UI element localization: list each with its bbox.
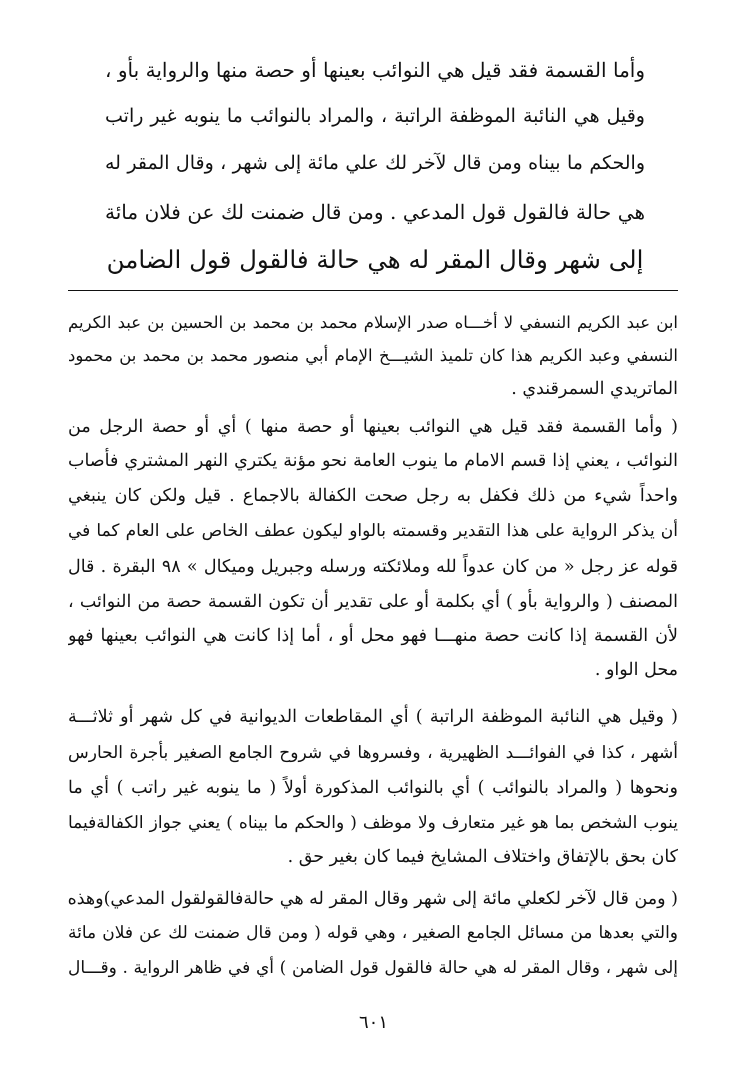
commentary-line: ينوب الشخص بما هو غير متعارف ولا موظف ( والحكم ما بيناه ) يعني جواز الكفالةفيما [68,813,678,833]
commentary-line: محل الواو . [594,660,678,680]
main-text-line: وأما القسمة فقد قيل هي النوائب بعينها أو حصة منها والرواية بأو ، [105,58,645,82]
commentary-line: ( ومن قال لآخر لكعلي مائة إلى شهر وقال المقر له هي حالةفالقولقول المدعي)وهذه [68,889,678,909]
commentary-line: ( وقيل هي النائبة الموظفة الراتبة ) أي المقاطعات الديوانية في كل شهر أو ثلاثـــة [68,707,678,727]
separator-rule [68,290,678,291]
main-text-line: والحكم ما بيناه ومن قال لآخر لك علي مائة إلى شهر ، وقال المقر له [105,152,645,174]
commentary-line: أشهر ، كذا في الفوائـــد الظهيرية ، وفسروها في شروح الجامع الصغير بأجرة الحارس [68,743,678,763]
commentary-line: قوله عز رجل « من كان عدواً لله وملائكته ورسله وجبريل وميكال » ٩٨ البقرة . قال [68,557,678,577]
commentary-line: لأن القسمة إذا كانت حصة منهـــا فهو محل أو ، أما إذا كانت هي النوائب بعينها فهو [68,626,678,646]
main-text-line: هي حالة فالقول قول المدعي . ومن قال ضمنت لك عن فلان مائة [105,200,645,224]
commentary-line: النسفي وعبد الكريم هذا كان تلميذ الشيـــخ الإمام أبي منصور محمد بن محمد بن محمود [68,346,678,365]
main-text-line: إلى شهر وقال المقر له هي حالة فالقول قول الضامن [106,245,644,274]
page-number: ٦٠١ [358,1012,388,1033]
commentary-line: الماتريدي السمرقندي . [511,379,678,399]
commentary-line: ونحوها ( والمراد بالنوائب ) أي بالنوائب المذكورة أولاً ( ما ينوبه غير راتب ) أي ما [68,778,678,798]
commentary-line: ابن عبد الكريم النسفي لا أخـــاه صدر الإسلام محمد بن محمد بن الحسين بن عبد الكريم [68,313,678,332]
commentary-line: ( وأما القسمة فقد قيل هي النوائب بعينها أو حصة منها ) أي أو حصة الرجل من [68,417,678,437]
commentary-line: المصنف ( والرواية بأو ) أي بكلمة أو على تقدير أن تكون القسمة حصة من النوائب ، [68,592,678,612]
commentary-line: والتي بعدها من مسائل الجامع الصغير ، وهي قوله ( ومن قال ضمنت لك عن فلان مائة [68,923,678,943]
commentary-line: واحداً شيء من ذلك فكفل به رجل صحت الكفالة بالاجماع . قيل ولكن كان ينبغي [68,486,678,506]
commentary-line: أن يذكر الرواية على هذا التقدير وقسمته بالواو ليكون عطف الخاص على العام كما في [68,521,678,541]
commentary-line: إلى شهر ، وقال المقر له هي حالة فالقول قول الضامن ) أي في ظاهر الرواية . وقـــال [68,958,678,978]
commentary-line: كان بحق بالإتفاق واختلاف المشايخ فيما كان بغير حق . [287,847,678,867]
commentary-line: النوائب ، يعني إذا قسم الامام ما ينوب العامة نحو مؤنة يكتري النهر المشتري فأصاب [68,451,678,471]
main-text-line: وقيل هي النائبة الموظفة الراتبة ، والمراد بالنوائب ما ينوبه غير راتب [105,105,645,127]
